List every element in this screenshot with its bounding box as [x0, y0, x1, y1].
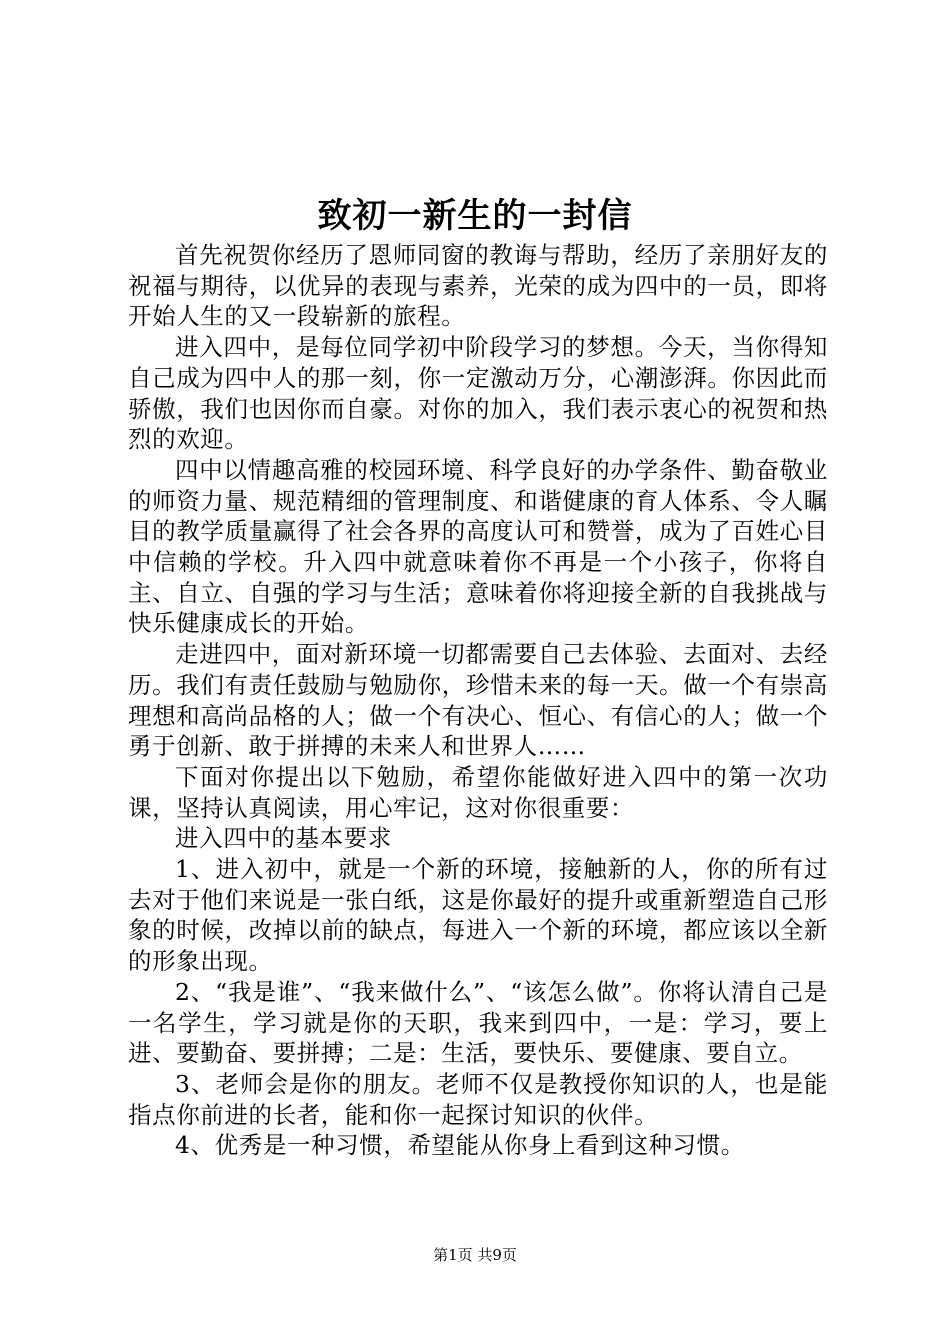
section-heading-basic-requirements: 进入四中的基本要求 — [175, 824, 392, 853]
paragraph-school-intro: 四中以情趣高雅的校园环境、科学良好的办学条件、勤奋敬业的师资力量、规范精细的管理制度、和谐健康的育人体系、令人瞩目的教学质量赢得了社会各界的高度认可和赞誉，成为了百姓心目中信赖的学校。升入四中就意味着你不再是一个小孩子，你将自主、自立、自强的学习与生活；意味着你将迎接全新的自我挑战与快乐健康成长的开始。 — [128, 455, 828, 638]
paragraph-congratulations: 首先祝贺你经历了恩师同窗的教诲与帮助，经历了亲朋好友的祝福与期待，以优异的表现与素养，光荣的成为四中的一员，即将开始人生的又一段崭新的旅程。 — [128, 241, 828, 331]
requirement-item-2: 2、“我是谁”、“我来做什么”、“该怎么做”。你将认清自己是一名学生，学习就是你的天职，我来到四中，一是：学习，要上进、要勤奋、要拼搏；二是：生活，要快乐、要健康、要自立。 — [128, 977, 828, 1068]
document-title: 致初一新生的一封信 — [317, 196, 633, 236]
paragraph-new-environment: 走进四中，面对新环境一切都需要自己去体验、去面对、去经历。我们有责任鼓励与勉励你，珍惜未来的每一天。做一个有崇高理想和高尚品格的人；做一个有决心、恒心、有信心的人；做一个勇于创新、敢于拼搏的未来人和世界人…… — [128, 640, 828, 761]
page-number-footer: 第1页 共9页 — [433, 1246, 517, 1264]
requirement-item-1: 1、进入初中，就是一个新的环境，接触新的人，你的所有过去对于他们来说是一张白纸，这是你最好的提升或重新塑造自己形象的时候，改掉以前的缺点，每进入一个新的环境，都应该以全新的形象出现。 — [128, 855, 828, 976]
requirement-item-4: 4、优秀是一种习惯，希望能从你身上看到这种习惯。 — [175, 1131, 745, 1160]
document-body — [128, 240, 828, 1161]
paragraph-encouragement: 下面对你提出以下勉励，希望你能做好进入四中的第一次功课，坚持认真阅读，用心牢记，这对你很重要： — [128, 762, 828, 822]
paragraph-welcome: 进入四中，是每位同学初中阶段学习的梦想。今天，当你得知自己成为四中人的那一刻，你一定激动万分，心潮澎湃。你因此而骄傲，我们也因你而自豪。对你的加入，我们表示衷心的祝贺和热烈的欢迎。 — [128, 333, 828, 454]
requirement-item-3: 3、老师会是你的朋友。老师不仅是教授你知识的人，也是能指点你前进的长者，能和你一起探讨知识的伙伴。 — [128, 1069, 828, 1129]
